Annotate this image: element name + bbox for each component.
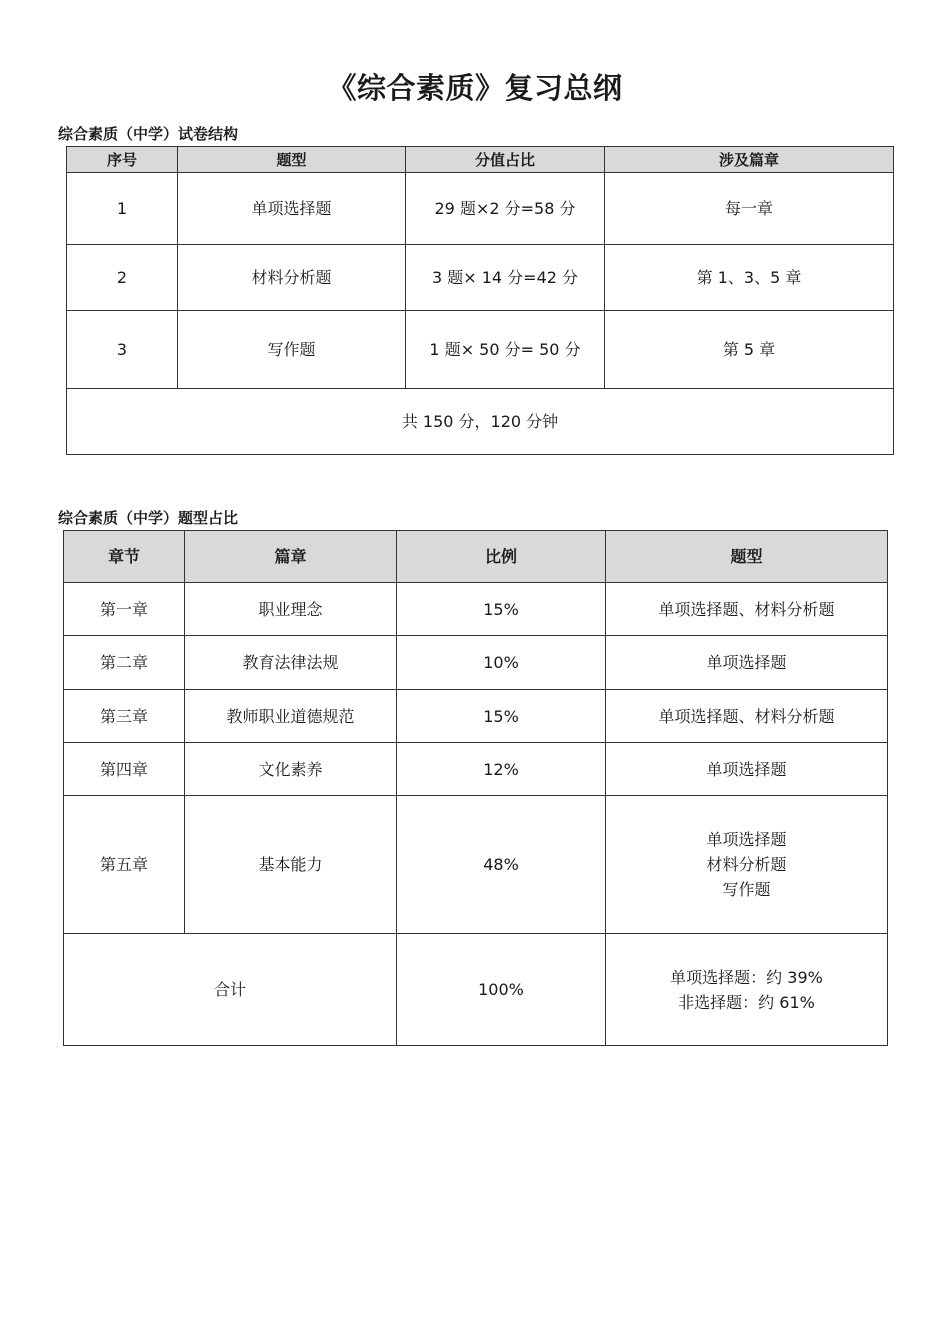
cell-topic: 教育法律法规 <box>185 636 397 690</box>
table-row <box>64 743 888 796</box>
table-row <box>67 311 894 389</box>
cell-topic: 文化素养 <box>185 743 397 796</box>
cell-types: 单项选择题 <box>606 636 888 690</box>
column-header-percent: 比例 <box>397 531 606 583</box>
cell-total-percent: 100% <box>397 934 606 1046</box>
exam-structure-table <box>66 146 894 455</box>
cell-percent: 15% <box>397 583 606 636</box>
cell-score: 29 题×2 分=58 分 <box>406 173 605 245</box>
cell-chapters: 第 5 章 <box>605 311 894 389</box>
type-line: 材料分析题 <box>706 855 787 874</box>
ratio-section-title: 综合素质（中学）题型占比 <box>58 509 239 527</box>
type-line: 写作题 <box>722 880 771 899</box>
page-title: 《综合素质》复习总纲 <box>327 71 623 105</box>
cell-types: 单项选择题 <box>606 743 888 796</box>
table-total-row <box>67 389 894 455</box>
column-header-type: 题型 <box>178 147 406 173</box>
table-row <box>67 173 894 245</box>
cell-topic: 基本能力 <box>185 796 397 934</box>
cell-percent: 15% <box>397 690 606 743</box>
column-header-no: 序号 <box>67 147 178 173</box>
column-header-chapter: 章节 <box>64 531 185 583</box>
table-row <box>67 245 894 311</box>
table-row <box>64 636 888 690</box>
cell-no: 1 <box>67 173 178 245</box>
type-line: 单项选择题 <box>706 830 787 849</box>
cell-chapter: 第四章 <box>64 743 185 796</box>
cell-no: 3 <box>67 311 178 389</box>
table-row <box>64 796 888 934</box>
table-header-row <box>64 531 888 583</box>
cell-percent: 10% <box>397 636 606 690</box>
structure-section-title: 综合素质（中学）试卷结构 <box>58 125 239 143</box>
table-row <box>64 690 888 743</box>
cell-chapter: 第一章 <box>64 583 185 636</box>
type-line: 单项选择题：约 39% <box>670 967 823 987</box>
cell-types: 单项选择题、材料分析题 <box>606 690 888 743</box>
cell-chapter: 第五章 <box>64 796 185 934</box>
cell-type: 写作题 <box>178 311 406 389</box>
column-header-topic: 篇章 <box>185 531 397 583</box>
cell-percent: 48% <box>397 796 606 934</box>
cell-type: 材料分析题 <box>178 245 406 311</box>
cell-no: 2 <box>67 245 178 311</box>
column-header-chapters: 涉及篇章 <box>605 147 894 173</box>
cell-type: 单项选择题 <box>178 173 406 245</box>
column-header-types: 题型 <box>606 531 888 583</box>
cell-chapters: 每一章 <box>605 173 894 245</box>
cell-types <box>606 796 888 934</box>
type-line: 非选择题：约 61% <box>678 992 815 1012</box>
cell-chapter: 第二章 <box>64 636 185 690</box>
cell-total-types <box>606 934 888 1046</box>
cell-score: 1 题× 50 分= 50 分 <box>406 311 605 389</box>
cell-total: 共 150 分，120 分钟 <box>67 389 894 455</box>
table-header-row <box>67 147 894 173</box>
cell-score: 3 题× 14 分=42 分 <box>406 245 605 311</box>
cell-topic: 教师职业道德规范 <box>185 690 397 743</box>
cell-chapters: 第 1、3、5 章 <box>605 245 894 311</box>
table-row <box>64 583 888 636</box>
table-total-row <box>64 934 888 1046</box>
cell-chapter: 第三章 <box>64 690 185 743</box>
cell-percent: 12% <box>397 743 606 796</box>
cell-types: 单项选择题、材料分析题 <box>606 583 888 636</box>
question-ratio-table <box>63 530 888 1046</box>
cell-topic: 职业理念 <box>185 583 397 636</box>
column-header-score: 分值占比 <box>406 147 605 173</box>
cell-total-label: 合计 <box>64 934 397 1046</box>
